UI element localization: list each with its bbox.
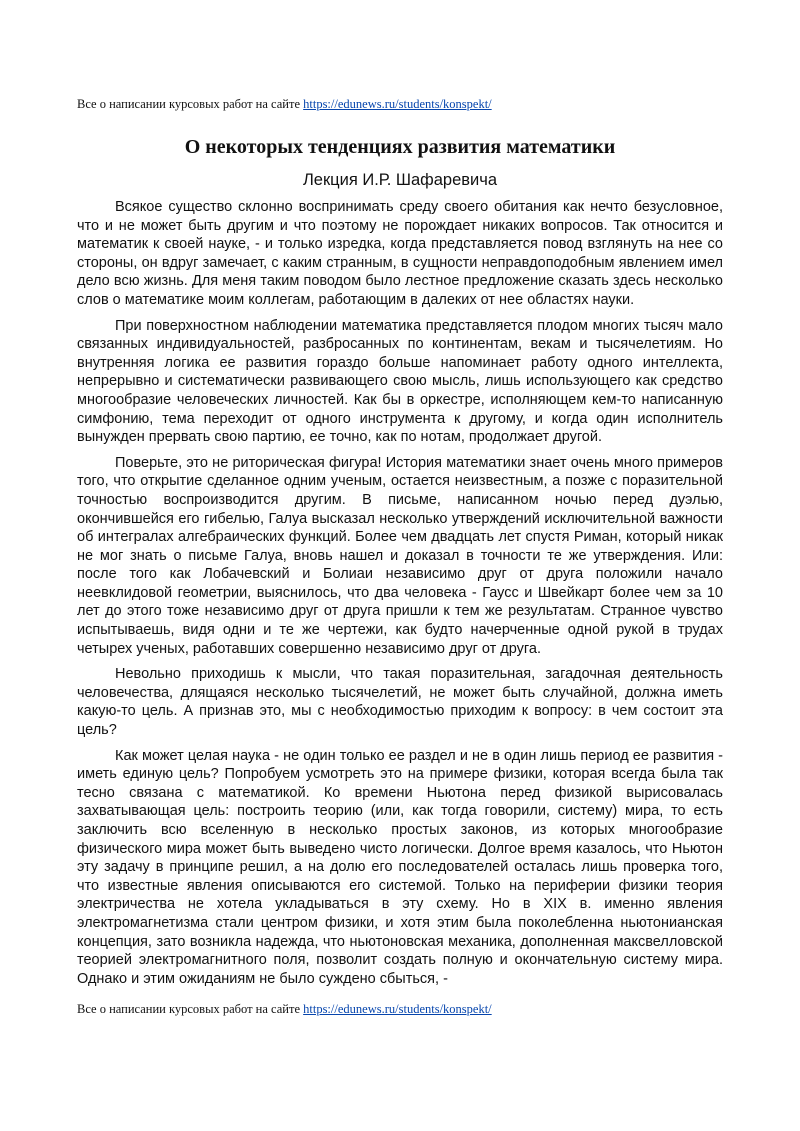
page-footer bbox=[77, 1002, 492, 1017]
footer-text: Все о написании курсовых работ на сайте bbox=[77, 1002, 304, 1016]
document-title: О некоторых тенденциях развития математики bbox=[184, 136, 616, 158]
header-text: Все о написании курсовых работ на сайте bbox=[77, 97, 304, 111]
body-paragraph: Поверьте, это не риторическая фигура! История математики знает очень много примеров того, что открытие сделанное одним ученым, остается неизвестным, а позже с поразительной точностью воспроизводится другим. В письме, написанном ночью перед дуэлью, окончившейся его гибелью, Галуа высказал несколько утверждений исключительной важности об интегралах алгебраических функций. Более чем двадцать лет спустя Риман, который никак не мог знать о письме Галуа, вновь нашел и доказал в точности те же утверждения. Или: после того как Лобачевский и Болиаи независимо друг от друга положили начало неевклидовой геометрии, выяснилось, что два человека - Гаусс и Швейкарт более чем за 10 лет до этого тоже независимо друг от друга пришли к тем же результатам. Странное чувство испытываешь, видя одни и те же чертежи, как будто начерченные одной рукой в трудах четырех ученых, работавших совершенно независимо друг от друга. bbox=[77, 454, 723, 657]
footer-link[interactable]: https://edunews.ru/students/konspekt/ bbox=[303, 1002, 492, 1016]
page-header bbox=[77, 97, 492, 112]
document-body bbox=[77, 198, 723, 995]
header-link[interactable]: https://edunews.ru/students/konspekt/ bbox=[303, 97, 492, 111]
body-paragraph: При поверхностном наблюдении математика представляется плодом многих тысяч мало связанных индивидуальностей, разбросанных по континентам, векам и тысячелетиям. Но внутренняя логика ее развития гораздо больше напоминает работу одного интеллекта, непрерывно и систематически развивающего свою мысль, лишь использующего как средство многообразие человеческих личностей. Как бы в оркестре, исполняющем кем-то написанную симфонию, тема переходит от одного инструмента к другому, и когда один исполнитель вынужден прервать свою партию, ее точно, как по нотам, продолжает другой. bbox=[77, 317, 723, 446]
body-paragraph: Как может целая наука - не один только ее раздел и не в один лишь период ее развития - иметь единую цель? Попробуем усмотреть это на примере физики, которая всегда была так тесно связана с математикой. Ко времени Ньютона перед физикой вырисовалась захватывающая цель: построить теорию (или, как тогда говорили, систему) мира, то есть заключить всю вселенную в несколько простых законов, из которых многообразие физического мира может быть выведено чисто логически. Долгое время казалось, что Ньютон эту задачу в принципе решил, а на долю его последователей осталась лишь проверка того, что известные явления описываются его системой. Только на периферии физики теория электричества не хотела укладываться в эту схему. Но в XIX в. именно явления электромагнетизма стали центром физики, и хотя этим была поколебленна ньютонианская концепция, зато возникла надежда, что ньютоновская механика, дополненная максвелловской теорией электромагнитного поля, позволит создать полную и окончательную систему мира. Однако и этим ожиданиям не было суждено сбыться, - bbox=[77, 747, 723, 987]
document-subtitle: Лекция И.Р. Шафаревича bbox=[302, 171, 498, 189]
body-paragraph: Всякое существо склонно воспринимать среду своего обитания как нечто безусловное, что и не может быть другим и что поэтому не порождает никаких вопросов. Так относится и математик к своей науке, - и только изредка, когда представляется повод взглянуть на нее со стороны, он вдруг замечает, с каким странным, в сущности неправдоподобным явлением имел дело всю жизнь. Для меня таким поводом было лестное предложение сказать здесь несколько слов о математике моим коллегам, работающим в далеких от нее областях науки. bbox=[77, 199, 723, 308]
body-paragraph: Невольно приходишь к мысли, что такая поразительная, загадочная деятельность человечества, длящаяся несколько тысячелетий, не может быть случайной, должна иметь какую-то цель. А признав это, мы с необходимостью приходим к вопросу: в чем состоит эта цель? bbox=[77, 666, 723, 739]
